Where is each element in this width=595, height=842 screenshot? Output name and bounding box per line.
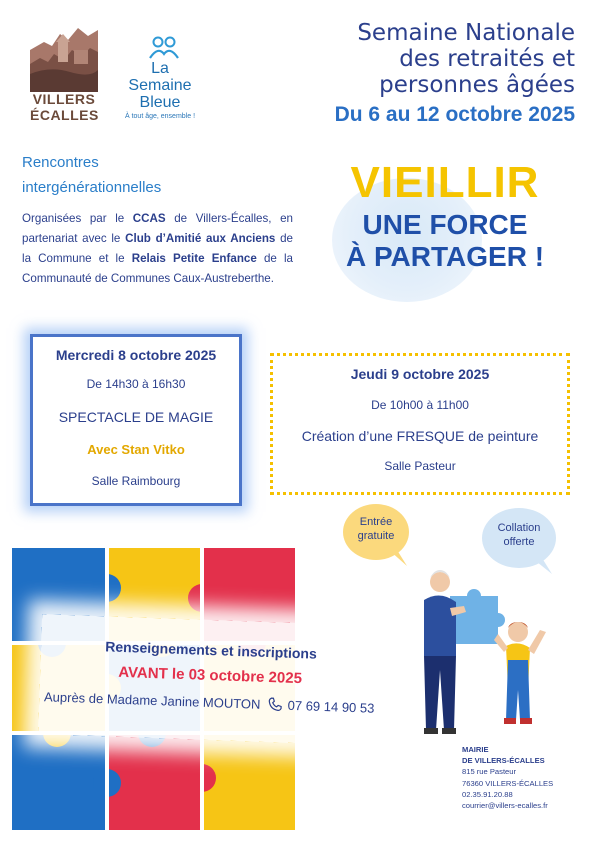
grandparent-child-puzzle-illustration xyxy=(400,560,560,750)
info-title: Renseignements et inscriptions xyxy=(105,638,318,662)
logo-villers-line1: VILLERS xyxy=(32,91,96,107)
event1-date: Mercredi 8 octobre 2025 xyxy=(55,347,217,363)
collation-bubble xyxy=(482,508,556,568)
event1-title: SPECTACLE DE MAGIE xyxy=(58,409,214,425)
header-line2: des retraités et xyxy=(399,46,575,72)
intro-title-line2: intergénérationnelles xyxy=(22,179,162,196)
intro-text-segment: de la Commune et le xyxy=(22,232,294,265)
collation-line2: offerte xyxy=(503,536,535,548)
mairie-address2: 76360 VILLERS-ÉCALLES xyxy=(462,778,554,788)
intro-partner-name: Relais Petite Enfance xyxy=(131,252,257,265)
village-silhouette-icon xyxy=(30,20,98,92)
slogan-line2: UNE FORCE xyxy=(362,209,528,240)
mairie-phone[interactable]: 02.35.91.20.88 xyxy=(462,789,513,799)
event2-title: Création d’une FRESQUE de peinture xyxy=(301,428,539,444)
intro-title-line1: Rencontres xyxy=(22,154,99,171)
event2-time: De 10h00 à 11h00 xyxy=(371,398,469,412)
header-dates: Du 6 au 12 octobre 2025 xyxy=(334,103,575,126)
mairie-address1: 815 rue Pasteur xyxy=(462,767,517,777)
header-line3: personnes âgées xyxy=(379,72,575,98)
intro-title xyxy=(22,150,302,200)
info-contact-row xyxy=(39,689,379,716)
free-entry-line1: Entrée xyxy=(359,516,393,528)
intro-text-segment: Organisées par le xyxy=(22,212,133,225)
event2-place: Salle Pasteur xyxy=(384,459,456,473)
villers-ecalles-logo xyxy=(30,20,98,124)
event1-place: Salle Raimbourg xyxy=(91,474,181,488)
semaine-bleue-logo xyxy=(110,36,210,126)
intro-partner-name: CCAS xyxy=(132,212,166,225)
event1-guest: Avec Stan Vitko xyxy=(87,442,185,457)
slogan-line1: VIEILLIR xyxy=(350,158,540,207)
info-phone[interactable]: 07 69 14 90 53 xyxy=(287,697,375,716)
semaine-bleue-line3: Bleue xyxy=(139,94,181,111)
event-card-magic xyxy=(30,334,242,506)
semaine-bleue-line2: Semaine xyxy=(128,77,192,94)
free-entry-line2: gratuite xyxy=(357,530,395,542)
intro-text-segment: de Villers-Écalles, en partenariat avec le xyxy=(22,212,293,245)
event1-time: De 14h30 à 16h30 xyxy=(86,377,186,391)
info-deadline: AVANT le 03 octobre 2025 xyxy=(118,663,303,688)
header-line1: Semaine Nationale xyxy=(357,20,575,46)
free-entry-bubble xyxy=(343,504,409,560)
semaine-bleue-line1: La xyxy=(151,60,169,77)
intro-body xyxy=(22,209,293,289)
collation-line1: Collation xyxy=(497,522,541,534)
phone-icon xyxy=(268,697,282,711)
mairie-line2: DE VILLERS-ÉCALLES xyxy=(462,756,545,766)
mairie-email[interactable]: courrier@villers-ecalles.fr xyxy=(462,801,548,811)
intro-text-segment: de la Communauté de Communes Caux-Austreberthe. xyxy=(22,252,293,285)
info-contact: Auprès de Madame Janine MOUTON xyxy=(43,689,261,712)
intro-partner-name: Club d’Amitié aux Anciens xyxy=(125,232,276,245)
slogan-line3: À PARTAGER ! xyxy=(345,241,545,272)
semaine-bleue-tagline: À tout âge, ensemble ! xyxy=(124,113,196,120)
logo-villers-line2: ÉCALLES xyxy=(30,107,99,123)
event2-date: Jeudi 9 octobre 2025 xyxy=(350,366,490,382)
people-icon xyxy=(148,36,180,60)
event-card-fresque xyxy=(270,353,570,495)
mairie-contact-block xyxy=(462,744,592,811)
mairie-line1: MAIRIE xyxy=(462,745,489,754)
grandparent-child-icon xyxy=(400,560,560,750)
registration-info-card xyxy=(38,614,382,746)
